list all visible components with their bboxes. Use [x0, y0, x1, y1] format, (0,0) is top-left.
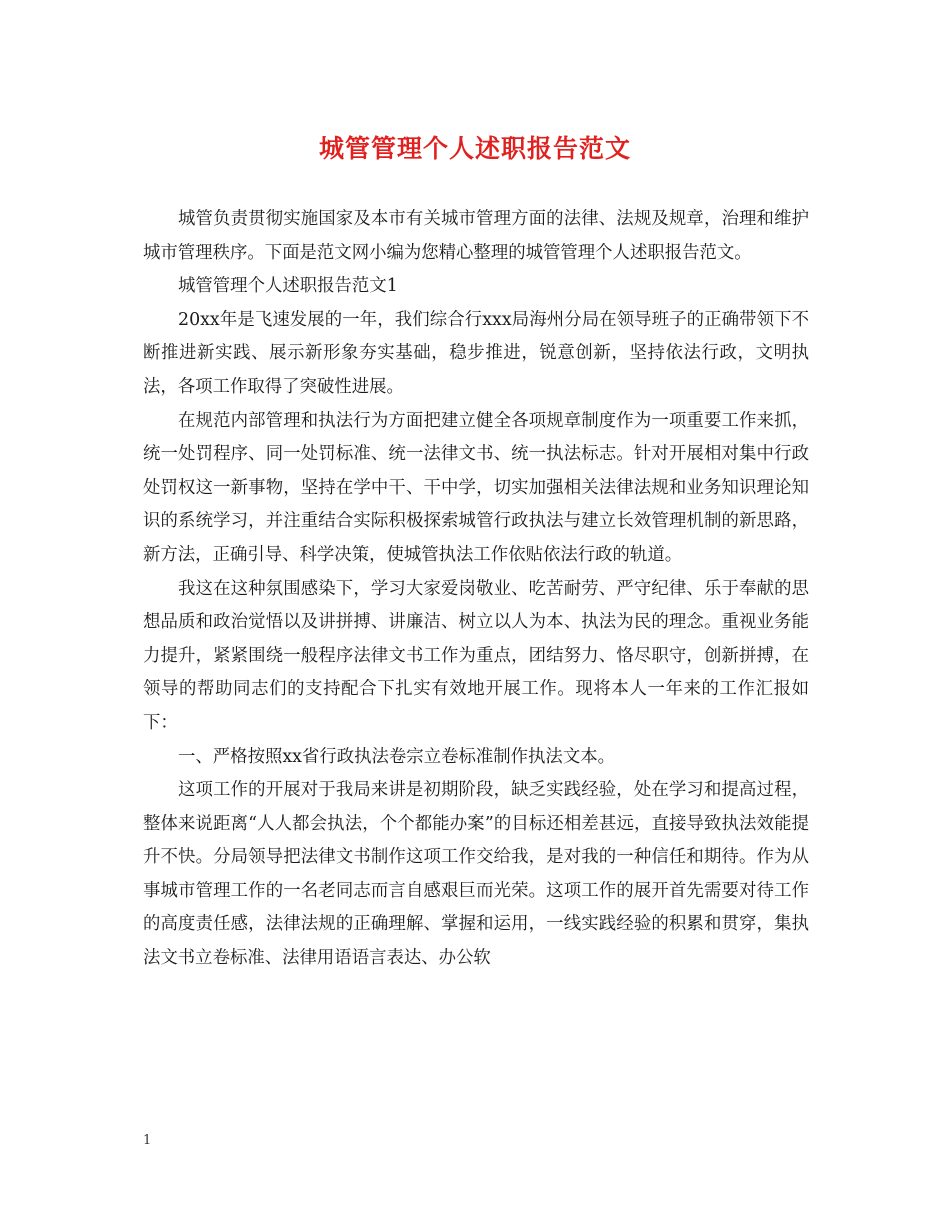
- section-heading: 城管管理个人述职报告范文1: [178, 276, 398, 297]
- page-number: 1: [143, 1133, 152, 1148]
- paragraph-intro: 城管负责贯彻实施国家及本市有关城市管理方面的法律、法规及规章，治理和维护城市管理秩序。下面是范文网小编为您精心整理的城管管理个人述职报告范文。: [143, 209, 809, 263]
- paragraph: 在规范内部管理和执法行为方面把建立健全各项规章制度作为一项重要工作来抓，统一处罚程序、同一处罚标准、统一法律文书、统一执法标志。针对开展相对集中行政处罚权这一新事物，坚持在学中干、干中学，切实加强相关法律法规和业务知识理论知识的系统学习，并注重结合实际积极探索城管行政执法与建立长效管理机制的新思路，新方法，正确引导、科学决策，使城管执法工作依贴依法行政的轨道。: [143, 410, 809, 565]
- document-title: 城管管理个人述职报告范文: [318, 134, 631, 163]
- document-body: [143, 203, 809, 976]
- paragraph: 这项工作的开展对于我局来讲是初期阶段，缺乏实践经验，处在学习和提高过程，整体来说距离“人人都会执法，个个都能办案”的目标还相差甚远，直接导致执法效能提升不快。分局领导把法律文书制作这项工作交给我，是对我的一种信任和期待。作为从事城市管理工作的一名老同志而言自感艰巨而光荣。这项工作的展开首先需要对待工作的高度责任感，法律法规的正确理解、掌握和运用，一线实践经验的积累和贯穿，集执法文书立卷标准、法律用语语言表达、办公软: [143, 780, 809, 969]
- paragraph: 20xx年是飞速发展的一年，我们综合行xxx局海州分局在领导班子的正确带领下不断推进新实践、展示新形象夯实基础，稳步推进，锐意创新，坚持依法行政，文明执法，各项工作取得了突破性进展。: [143, 309, 809, 397]
- paragraph: 我这在这种氛围感染下，学习大家爱岗敬业、吃苦耐劳、严守纪律、乐于奉献的思想品质和政治觉悟以及讲拼搏、讲廉洁、树立以人为本、执法为民的理念。重视业务能力提升，紧紧围绕一般程序法律文书工作为重点，团结努力、恪尽职守，创新拼搏，在领导的帮助同志们的支持配合下扎实有效地开展工作。现将本人一年来的工作汇报如下：: [143, 578, 809, 733]
- subsection-heading: 一、严格按照xx省行政执法卷宗立卷标准制作执法文本。: [178, 746, 615, 767]
